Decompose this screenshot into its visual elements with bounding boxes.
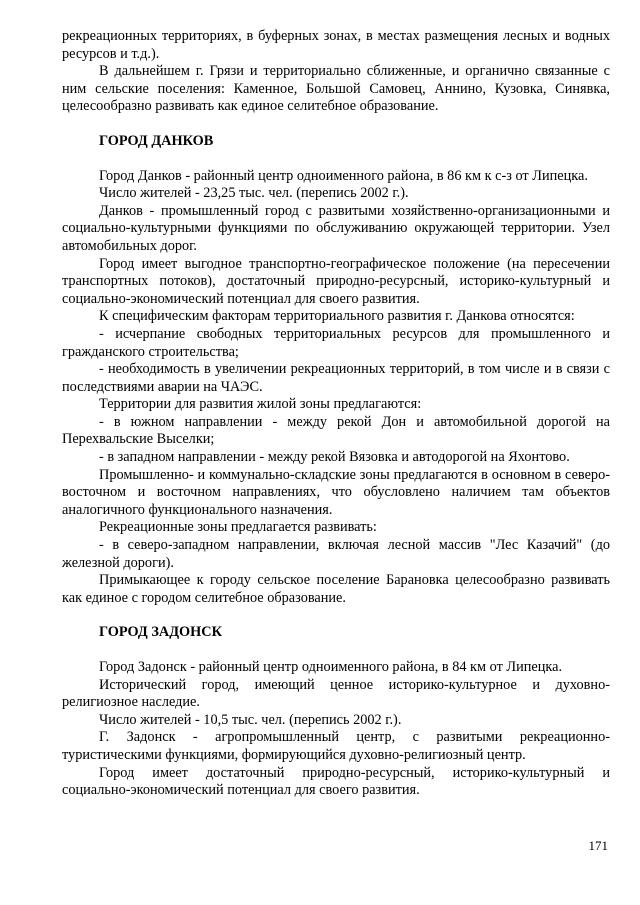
paragraph: Исторический город, имеющий ценное историко-культурное и духовно-религиозное наследие. <box>62 676 610 711</box>
paragraph: Город имеет выгодное транспортно-географическое положение (на пересечении транспортных потоков), достаточный природно-ресурсный, историко-культурный и социально-экономический потенциал для своего развития. <box>62 255 610 307</box>
list-item: - необходимость в увеличении рекреационных территорий, в том числе и в связи с последствиями аварии на ЧАЭС. <box>62 361 610 395</box>
section-dankov-body <box>62 168 610 608</box>
paragraph: Город имеет достаточный природно-ресурсный, историко-культурный и социально-экономический потенциал для своего развития. <box>62 764 610 799</box>
paragraph: Город Данков - районный центр одноименного района, в 86 км к с-з от Липецка. <box>99 167 588 184</box>
paragraph: Примыкающее к городу сельское поселение Барановка целесообразно развивать как единое с городом селитебное образование. <box>62 572 610 606</box>
paragraph: Г. Задонск - агропромышленный центр, с развитыми рекреационно-туристическими функциями, формирующийся духовно-религиозный центр. <box>62 729 610 763</box>
paragraph: Данков - промышленный город с развитыми хозяйственно-организационными и социально-культурными функциями по обслуживанию окружающей территории. Узел автомобильных дорог. <box>62 202 610 254</box>
paragraph: Промышленно- и коммунально-складские зоны предлагаются в основном в северо-восточном и восточном направлениях, что обусловлено наличием там объектов аналогичного функционального назначения. <box>62 466 610 518</box>
list-item: - в западном направлении - между рекой Вязовка и автодорогой на Яхонтово. <box>99 449 570 466</box>
paragraph-gryazi-settlements: В дальнейшем г. Грязи и территориально сближенные, и органично связанные с ним сельские поселения: Каменное, Большой Самовец, Аннино, Кузовка, Синявка, целесообразно развивать как единое селитебное образование. <box>62 63 610 115</box>
paragraph: Рекреационные зоны предлагается развивать: <box>99 519 377 536</box>
paragraph: Территории для развития жилой зоны предлагаются: <box>99 396 422 413</box>
list-item: - исчерпание свободных территориальных ресурсов для промышленного и гражданского строительства; <box>62 325 610 360</box>
document-page <box>62 28 610 800</box>
paragraph: Число жителей - 23,25 тыс. чел. (перепись 2002 г.). <box>99 185 409 202</box>
section-zadonsk-body <box>62 659 610 800</box>
paragraph-continuation: рекреационных территориях, в буферных зонах, в местах размещения лесных и водных ресурсов и т.д.). <box>62 28 610 62</box>
page-number: 171 <box>588 838 608 853</box>
paragraph: Число жителей - 10,5 тыс. чел. (перепись 2002 г.). <box>99 711 402 728</box>
paragraph: Город Задонск - районный центр одноименного района, в 84 км от Липецка. <box>99 659 563 675</box>
paragraph: К специфическим факторам территориального развития г. Данкова относятся: <box>99 308 575 325</box>
list-item: - в южном направлении - между рекой Дон и автомобильной дорогой на Перехвальские Выселки; <box>62 413 610 448</box>
section-heading-zadonsk: ГОРОД ЗАДОНСК <box>99 624 222 641</box>
list-item: - в северо-западном направлении, включая лесной массив "Лес Казачий" (до железной дороги). <box>62 537 610 571</box>
section-heading-dankov: ГОРОД ДАНКОВ <box>99 132 214 149</box>
